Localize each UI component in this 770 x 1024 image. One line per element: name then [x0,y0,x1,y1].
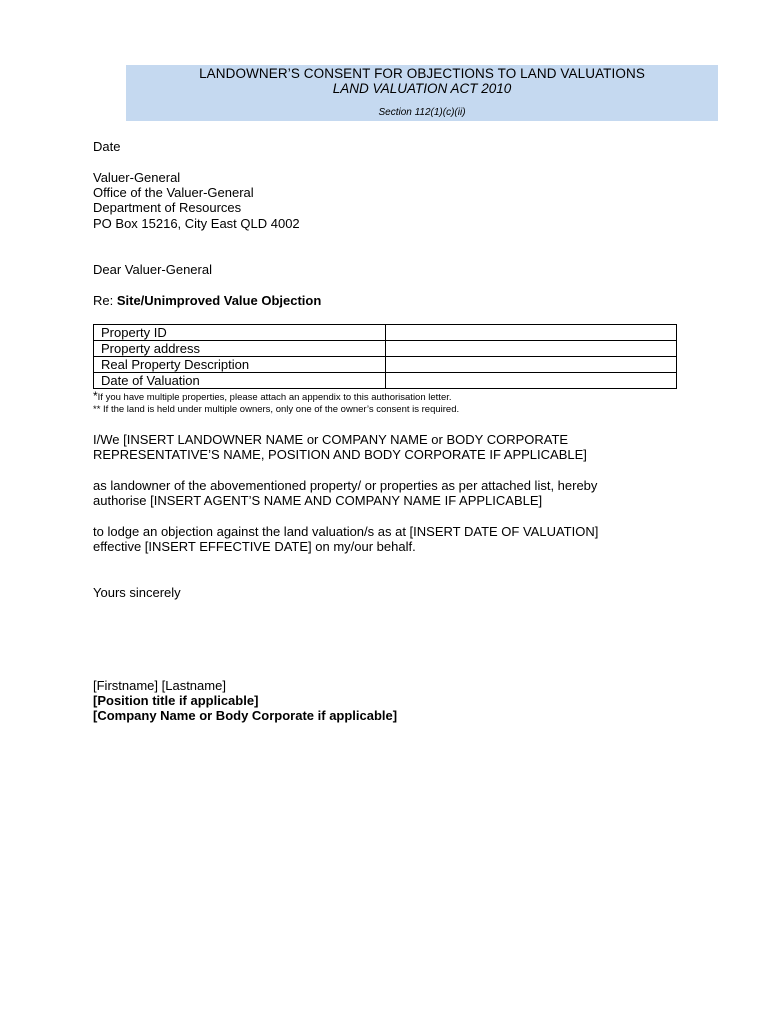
table-row [94,357,677,373]
paragraph-3-line-1: to lodge an objection against the land valuation/s as at [INSERT DATE OF VALUATION] [93,524,599,539]
property-table [93,324,677,389]
document-header [126,65,718,121]
date-label: Date [93,139,121,154]
signature-name: [Firstname] [Lastname] [93,678,226,693]
paragraph-1-line-1: I/We [INSERT LANDOWNER NAME or COMPANY NAME or BODY CORPORATE [93,432,569,447]
footnote-multiple-owners: ** If the land is held under multiple owners, only one of the owner’s consent is required. [93,404,460,415]
salutation: Dear Valuer-General [93,262,212,277]
document-title: LANDOWNER’S CONSENT FOR OBJECTIONS TO LAND VALUATIONS [199,66,645,81]
re-subject: Site/Unimproved Value Objection [116,293,322,308]
paragraph-1-line-2: REPRESENTATIVE’S NAME, POSITION AND BODY CORPORATE IF APPLICABLE] [93,447,587,462]
table-row [94,373,677,389]
paragraph-2-line-1: as landowner of the abovementioned property/ or properties as per attached list, hereby [93,478,598,493]
property-address-value [386,341,677,357]
re-prefix: Re: [93,293,117,308]
property-address-label: Property address [94,341,386,357]
section-reference: Section 112(1)(c)(ii) [378,107,466,118]
address-line-2: Office of the Valuer-General [93,185,254,200]
signature-position: [Position title if applicable] [93,693,259,708]
re-line [93,293,321,309]
address-line-4: PO Box 15216, City East QLD 4002 [93,216,300,231]
date-of-valuation-value [386,373,677,389]
footnote-multiple-properties [93,390,452,404]
footnote-star: * [93,389,98,403]
table-row [94,341,677,357]
act-title: LAND VALUATION ACT 2010 [332,81,512,96]
footnote-text: If you have multiple properties, please attach an appendix to this authorisation letter. [97,392,452,403]
real-property-description-value [386,357,677,373]
property-id-label: Property ID [94,325,386,341]
paragraph-2-line-2: authorise [INSERT AGENT’S NAME AND COMPANY NAME IF APPLICABLE] [93,493,543,508]
table-row [94,325,677,341]
address-line-1: Valuer-General [93,170,181,185]
closing: Yours sincerely [93,585,181,600]
signature-company: [Company Name or Body Corporate if applicable] [93,708,398,723]
property-id-value [386,325,677,341]
address-line-3: Department of Resources [93,200,242,215]
real-property-description-label: Real Property Description [94,357,386,373]
date-of-valuation-label: Date of Valuation [94,373,386,389]
paragraph-3-line-2: effective [INSERT EFFECTIVE DATE] on my/our behalf. [93,539,416,554]
